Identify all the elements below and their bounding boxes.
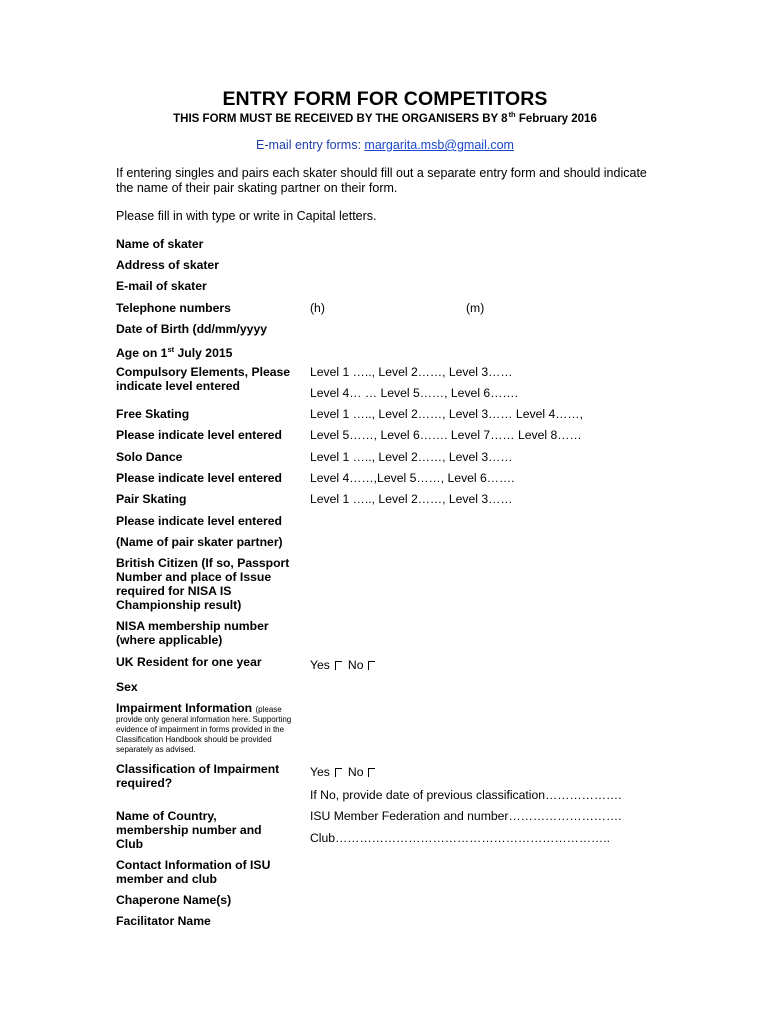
telephone-home-label: (h)	[310, 301, 325, 315]
telephone-label: Telephone numbers	[116, 301, 231, 315]
compulsory-levels-1[interactable]: Level 1 ….., Level 2……, Level 3……	[310, 365, 513, 379]
previous-classification-field[interactable]: If No, provide date of previous classification……………….	[310, 788, 622, 802]
dob-label: Date of Birth (dd/mm/yyyy	[116, 322, 268, 336]
isu-member-field[interactable]: ISU Member Federation and number……………………….	[310, 809, 622, 823]
deadline-subtitle	[0, 110, 770, 125]
solo-dance-levels-1[interactable]: Level 1 ….., Level 2……, Level 3……	[310, 450, 513, 464]
age-label	[116, 343, 306, 360]
british-citizen-label: British Citizen (If so, Passport Number and place of Issue required for NISA IS Championship result)	[116, 556, 290, 612]
chaperone-label: Chaperone Name(s)	[116, 893, 232, 907]
solo-dance-levels-2[interactable]: Level 4……,Level 5……, Level 6…….	[310, 471, 515, 485]
email-field-label: E-mail of skater	[116, 279, 207, 293]
sex-label: Sex	[116, 680, 138, 694]
pair-skating-label: Pair Skating	[116, 492, 187, 506]
free-skating-levels-2[interactable]: Level 5……, Level 6……. Level 7…… Level 8……	[310, 428, 582, 442]
email-link[interactable]: margarita.msb@gmail.com	[364, 138, 514, 152]
classification-no-checkbox[interactable]	[368, 768, 375, 777]
please-indicate-level-label: Please indicate level entered	[116, 514, 282, 528]
uk-resident-yes-checkbox[interactable]	[335, 661, 342, 670]
pair-skating-levels[interactable]: Level 1 ….., Level 2……, Level 3……	[310, 492, 513, 506]
uk-resident-no-checkbox[interactable]	[368, 661, 375, 670]
compulsory-label: Compulsory Elements, Please indicate level entered	[116, 365, 291, 393]
deadline-text: THIS FORM MUST BE RECEIVED BY THE ORGANISERS BY 8	[173, 113, 508, 125]
impairment-note-start: (please	[255, 705, 282, 714]
classification-yes-label: Yes	[310, 765, 330, 779]
please-indicate-level-label: Please indicate level entered	[116, 471, 282, 485]
email-line	[0, 138, 770, 152]
telephone-mobile-label: (m)	[466, 301, 485, 315]
pair-partner-label: (Name of pair skater partner)	[116, 535, 283, 549]
impairment-label-text: Impairment Information	[116, 701, 253, 715]
email-label: E-mail entry forms:	[256, 138, 365, 152]
impairment-label	[116, 701, 301, 755]
deadline-suffix: th	[508, 110, 516, 119]
deadline-date: February 2016	[515, 113, 597, 125]
classification-no-label: No	[347, 765, 364, 779]
uk-resident-yes-label: Yes	[310, 658, 330, 672]
classification-label: Classification of Impairment required?	[116, 762, 280, 790]
classification-options	[310, 765, 381, 779]
country-membership-label: Name of Country, membership number and Club	[116, 809, 262, 851]
age-label-date: July 2015	[174, 346, 233, 360]
capital-letters-note: Please fill in with type or write in Capital letters.	[116, 209, 377, 223]
nisa-membership-label: NISA membership number (where applicable)	[116, 619, 269, 647]
compulsory-levels-2[interactable]: Level 4… … Level 5……, Level 6…….	[310, 386, 518, 400]
contact-info-label: Contact Information of ISU member and club	[116, 858, 271, 886]
uk-resident-no-label: No	[347, 658, 364, 672]
uk-resident-options	[310, 658, 381, 672]
uk-resident-label: UK Resident for one year	[116, 655, 262, 669]
instructions-paragraph: If entering singles and pairs each skater should fill out a separate entry form and should indicate the name of their pair skating partner on their form.	[116, 166, 647, 195]
facilitator-label: Facilitator Name	[116, 914, 211, 928]
form-title: ENTRY FORM FOR COMPETITORS	[222, 88, 548, 110]
age-label-suffix: st	[167, 345, 175, 354]
free-skating-levels-1[interactable]: Level 1 ….., Level 2……, Level 3…… Level 4……,	[310, 407, 583, 421]
solo-dance-label: Solo Dance	[116, 450, 183, 464]
age-label-text: Age on 1	[116, 346, 168, 360]
name-label: Name of skater	[116, 237, 204, 251]
please-indicate-level-label: Please indicate level entered	[116, 428, 282, 442]
classification-yes-checkbox[interactable]	[335, 768, 342, 777]
impairment-note: provide only general information here. Supporting evidence of impairment in forms provided in the Classification Handbook should be provided separately as advised.	[116, 715, 292, 754]
club-field[interactable]: Club…………………………………………………………..	[310, 831, 610, 845]
free-skating-label: Free Skating	[116, 407, 190, 421]
address-label: Address of skater	[116, 258, 219, 272]
